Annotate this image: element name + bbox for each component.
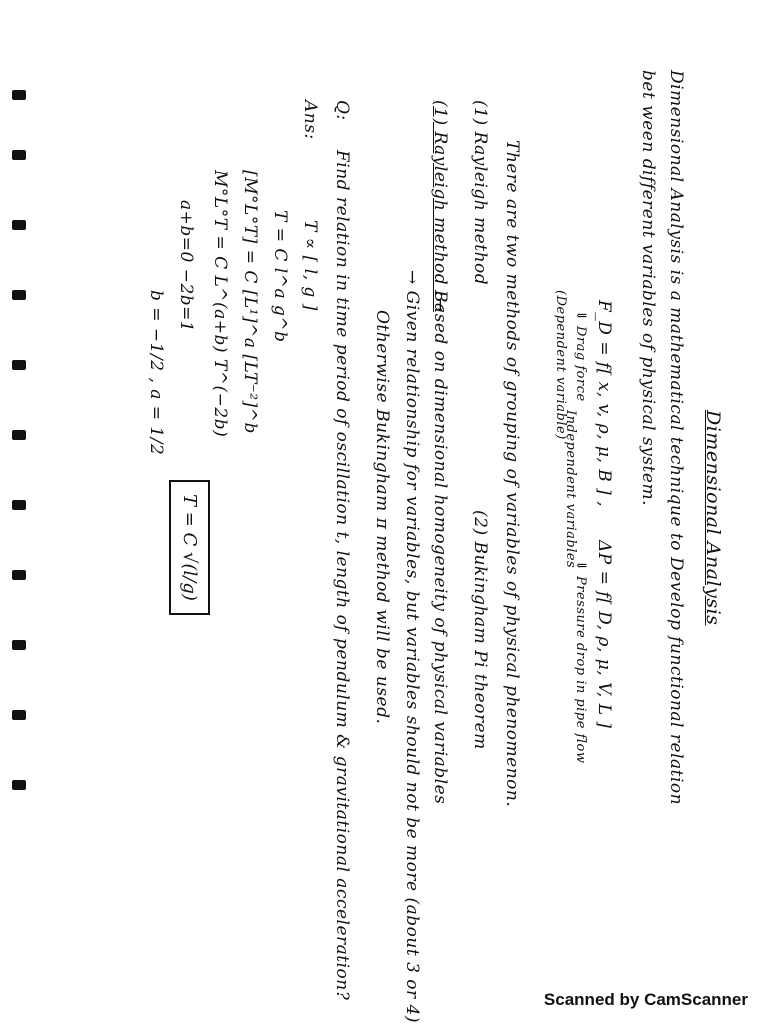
drag-force-dependent: (Dependent variable) [553, 290, 568, 440]
answer-label: Ans: [300, 100, 320, 140]
pressure-equation: ΔP = f[ D, ρ, μ, V, L ] [594, 540, 614, 729]
answer-step-3: [M°L°T] = C [L¹]^a [LT⁻²]^b [240, 170, 260, 434]
drag-force-note: ⇓ Drag force [573, 310, 588, 402]
method-1: (1) Rayleigh method [470, 100, 490, 286]
answer-step-2: T = C l^a g^b [270, 210, 290, 343]
pressure-note: ⇓ Pressure drop in pipe flow [573, 560, 588, 764]
page-title: Dimensional Analysis [702, 410, 724, 626]
rayleigh-heading: (1) Rayleigh method :→ [430, 100, 450, 313]
answer-step-1: T ∝ [ l, g ] [300, 220, 320, 311]
intro-line-1: Dimensional Analysis is a mathematical technique to Develop functional relation [666, 70, 686, 806]
intro-line-2: bet ween different variables of physical system. [638, 70, 658, 506]
rayleigh-text: Based on dimensional homogeneity of physical variables [430, 290, 450, 805]
methods-intro: There are two methods of grouping of variables of physical phenomenon. [502, 140, 522, 808]
answer-step-6: b = −1/2 , a = 1/2 [146, 290, 166, 456]
method-2: (2) Bukingham Pi theorem [470, 510, 490, 750]
question-text: Find relation in time period of oscillation t, length of pendulum & gravitational acceleration? [332, 150, 352, 1001]
rayleigh-given: → Given relationship for variables, but variables should not be more (about 3 or 4) [402, 270, 422, 1024]
drag-force-equation: F_D = f[ x, v, ρ, μ, B ] , [594, 300, 614, 508]
result-box: T = C √(l/g) [169, 480, 210, 615]
rayleigh-otherwise: Otherwise Bukingham π method will be used. [372, 310, 392, 725]
independent-variables: Independent variables [563, 410, 578, 569]
scanner-watermark: Scanned by CamScanner [543, 990, 748, 1009]
binder-edge-shadow [12, 90, 32, 890]
answer-step-4: M°L°T = C L^(a+b) T^(−2b) [210, 170, 230, 438]
question-label: Q: [332, 100, 352, 121]
answer-step-5: a+b=0 −2b=1 [176, 200, 196, 333]
